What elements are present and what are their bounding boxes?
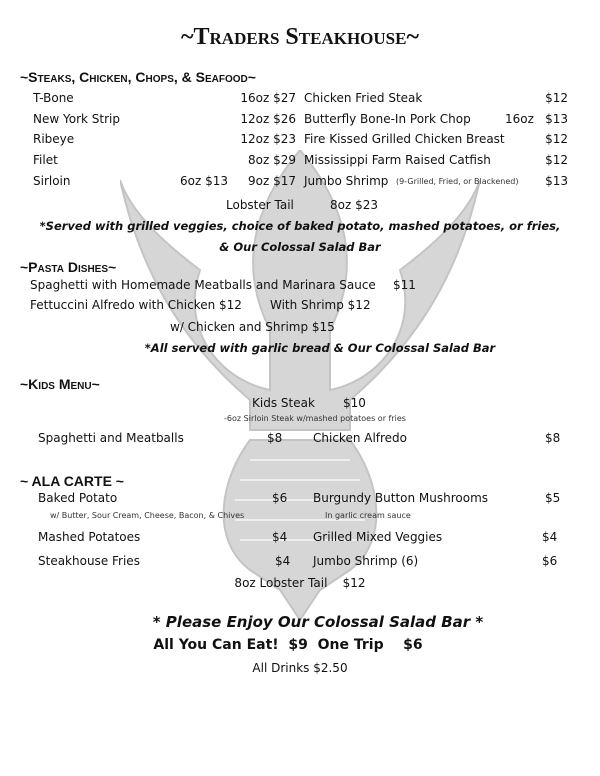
menu-item-price: $5: [545, 491, 561, 505]
drinks-price: All Drinks $2.50: [252, 661, 348, 675]
menu-item-price: $10: [343, 396, 366, 410]
menu-item-name: Grilled Mixed Veggies: [313, 530, 443, 544]
menu-item-price: $12: [545, 91, 568, 105]
menu-item-price: $13: [545, 174, 568, 188]
menu-item-name: Burgundy Button Mushrooms: [313, 491, 489, 505]
menu-item-name: Chicken Alfredo: [313, 431, 408, 445]
menu-item-name: Jumbo Shrimp: [304, 174, 389, 188]
menu-item-size: 16oz: [505, 112, 534, 126]
menu-item-price: 12oz $23: [240, 132, 296, 146]
menu-item-name: T-Bone: [33, 91, 74, 105]
page-title: ~Traders Steakhouse~: [181, 24, 419, 50]
section-heading-pasta: ~Pasta Dishes~: [20, 259, 117, 275]
menu-item-name: Fire Kissed Grilled Chicken Breast: [304, 132, 505, 146]
menu-item-name: Kids Steak: [252, 396, 315, 410]
menu-item-name: Spaghetti with Homemade Meatballs and Marinara Sauce: [30, 278, 376, 292]
menu-item-name: Fettuccini Alfredo with Chicken $12: [30, 298, 242, 312]
menu-item-note: -6oz Sirloin Steak w/mashed potatoes or fries: [224, 414, 406, 423]
menu-item-note: In garlic cream sauce: [325, 511, 411, 520]
menu-item-note: (9-Grilled, Fried, or Blackened): [396, 177, 519, 186]
salad-bar-heading: * Please Enjoy Our Colossal Salad Bar *: [152, 613, 484, 631]
menu-item-price: $6: [542, 554, 558, 568]
menu-item-name: Mississippi Farm Raised Catfish: [304, 153, 491, 167]
menu-item-name: New York Strip: [33, 112, 120, 126]
section-heading-kids: ~Kids Menu~: [20, 376, 100, 392]
menu-item-price: 8oz $29: [248, 153, 296, 167]
menu-item-price: $6: [272, 491, 288, 505]
menu-item-name: With Shrimp $12: [270, 298, 371, 312]
lobster-tail-name: Lobster Tail: [226, 198, 294, 212]
menu-item-price: $8: [267, 431, 283, 445]
menu-item-name: w/ Chicken and Shrimp $15: [170, 320, 335, 334]
menu-item-name: Ribeye: [33, 132, 75, 146]
menu-item-name: Baked Potato: [38, 491, 118, 505]
menu-item-price: $8: [545, 431, 561, 445]
pasta-note: *All served with garlic bread & Our Colossal Salad Bar: [144, 341, 496, 355]
menu-item-price: 9oz $17: [248, 174, 296, 188]
menu-item-note: w/ Butter, Sour Cream, Cheese, Bacon, & Chives: [50, 511, 245, 520]
served-note-2: & Our Colossal Salad Bar: [219, 240, 381, 254]
menu-item-price: $12: [545, 153, 568, 167]
menu-item-price: $4: [275, 554, 291, 568]
menu-item-name: Filet: [33, 153, 58, 167]
menu-item-name: Jumbo Shrimp (6): [313, 554, 419, 568]
menu-item-price: 16oz $27: [240, 91, 296, 105]
served-note: *Served with grilled veggies, choice of baked potato, mashed potatoes, or fries,: [39, 219, 561, 233]
menu-item-price: $4: [542, 530, 558, 544]
menu-item-name: Butterfly Bone-In Pork Chop: [304, 112, 471, 126]
salad-bar-prices: All You Can Eat! $9 One Trip $6: [153, 637, 423, 653]
lobster-tail-price: 8oz $23: [330, 198, 378, 212]
menu-item-name: Spaghetti and Meatballs: [38, 431, 184, 445]
menu-item-price: 12oz $26: [240, 112, 296, 126]
section-heading-alacarte: ~ ALA CARTE ~: [20, 473, 124, 489]
menu-item-price: $13: [545, 112, 568, 126]
menu-item-name: Steakhouse Fries: [38, 554, 140, 568]
menu-item-name: Mashed Potatoes: [38, 530, 141, 544]
menu-item-price: $12: [545, 132, 568, 146]
section-heading-steaks: ~Steaks, Chicken, Chops, & Seafood~: [20, 69, 256, 85]
menu-item-price-small: 6oz $13: [180, 174, 228, 188]
menu-item-price: $11: [393, 278, 416, 292]
menu-item-price: $4: [272, 530, 288, 544]
lobster-tail-alacarte: 8oz Lobster Tail $12: [234, 576, 366, 590]
menu-item-name: Sirloin: [33, 174, 71, 188]
menu-item-name: Chicken Fried Steak: [304, 91, 423, 105]
